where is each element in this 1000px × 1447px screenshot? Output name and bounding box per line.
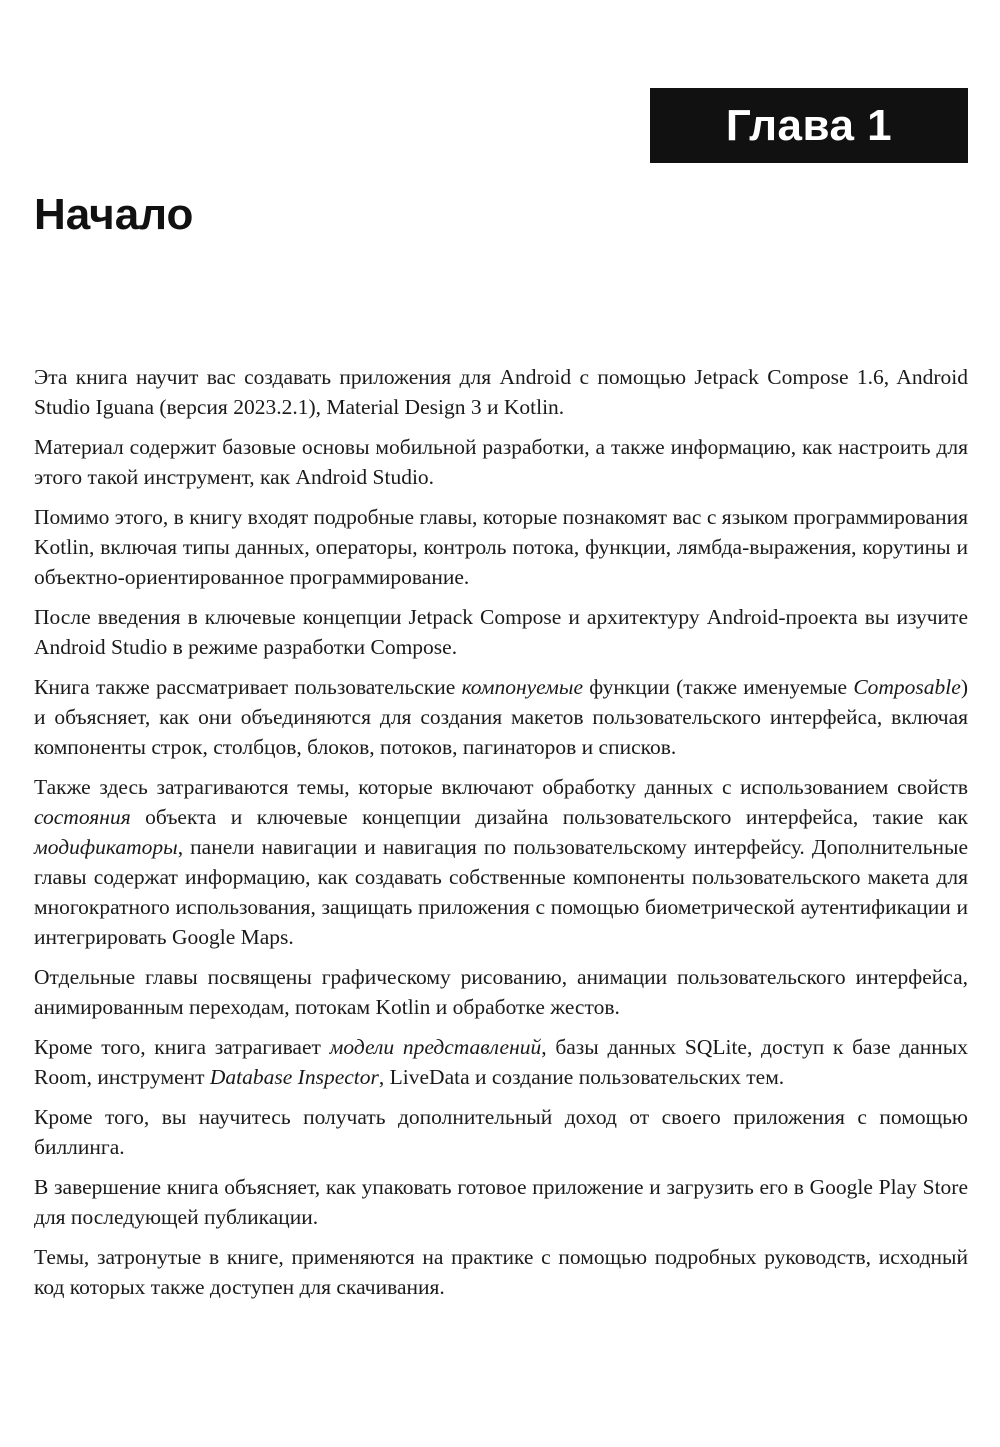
- italic-term: Database Inspector: [209, 1065, 379, 1089]
- paragraph-11: Темы, затронутые в книге, применяются на практике с помощью подробных руководств, исходный код которых также доступен для скачивания.: [34, 1245, 968, 1299]
- paragraph-5: Книга также рассматривает пользовательские компонуемые функции (также именуемые Composable) и объясняет, как они объединяются для создания макетов пользовательского интерфейса, включая компоненты строк, столбцов, блоков, потоков, пагинаторов и списков.: [34, 675, 968, 759]
- italic-term: модификаторы: [34, 835, 178, 859]
- paragraph-10: В завершение книга объясняет, как упаковать готовое приложение и загрузить его в Google Play Store для последующей публикации.: [34, 1175, 968, 1229]
- paragraph-6: Также здесь затрагиваются темы, которые включают обработку данных с использованием свойств состояния объекта и ключевые концепции дизайна пользовательского интерфейса, такие как модификаторы, панели навигации и навигация по пользовательскому интерфейсу. Дополнительные главы содержат информацию, как создавать собственные компоненты пользовательского макета для многократного использования, защищать приложения с помощью биометрической аутентификации и интегрировать Google Maps.: [34, 775, 968, 949]
- paragraph-9: Кроме того, вы научитесь получать дополнительный доход от своего приложения с помощью биллинга.: [34, 1105, 968, 1159]
- paragraph-4: После введения в ключевые концепции Jetpack Compose и архитектуру Android-проекта вы изучите Android Studio в режиме разработки Compose.: [34, 605, 968, 659]
- italic-term: компонуемые: [461, 675, 583, 699]
- italic-term: Composable: [853, 675, 961, 699]
- paragraph-2: Материал содержит базовые основы мобильной разработки, а также информацию, как настроить для этого такой инструмент, как Android Studio.: [34, 435, 968, 489]
- paragraph-1: Эта книга научит вас создавать приложения для Android с помощью Jetpack Compose 1.6, Android Studio Iguana (версия 2023.2.1), Material Design 3 и Kotlin.: [34, 365, 968, 419]
- italic-term: модели представлений: [329, 1035, 542, 1059]
- italic-term: состояния: [34, 805, 131, 829]
- body-text: [34, 362, 968, 1302]
- chapter-label-box: [650, 88, 968, 163]
- chapter-label: Глава 1: [725, 100, 893, 150]
- page-title: Начало: [34, 190, 194, 239]
- paragraph-7: Отдельные главы посвящены графическому рисованию, анимации пользовательского интерфейса, анимированным переходам, потокам Kotlin и обработке жестов.: [34, 965, 968, 1019]
- paragraph-8: Кроме того, книга затрагивает модели представлений, базы данных SQLite, доступ к базе данных Room, инструмент Database Inspector, LiveData и создание пользовательских тем.: [34, 1035, 968, 1089]
- paragraph-3: Помимо этого, в книгу входят подробные главы, которые познакомят вас с языком программирования Kotlin, включая типы данных, операторы, контроль потока, функции, лямбда-выражения, корутины и объектно-ориентированное программирование.: [34, 505, 968, 589]
